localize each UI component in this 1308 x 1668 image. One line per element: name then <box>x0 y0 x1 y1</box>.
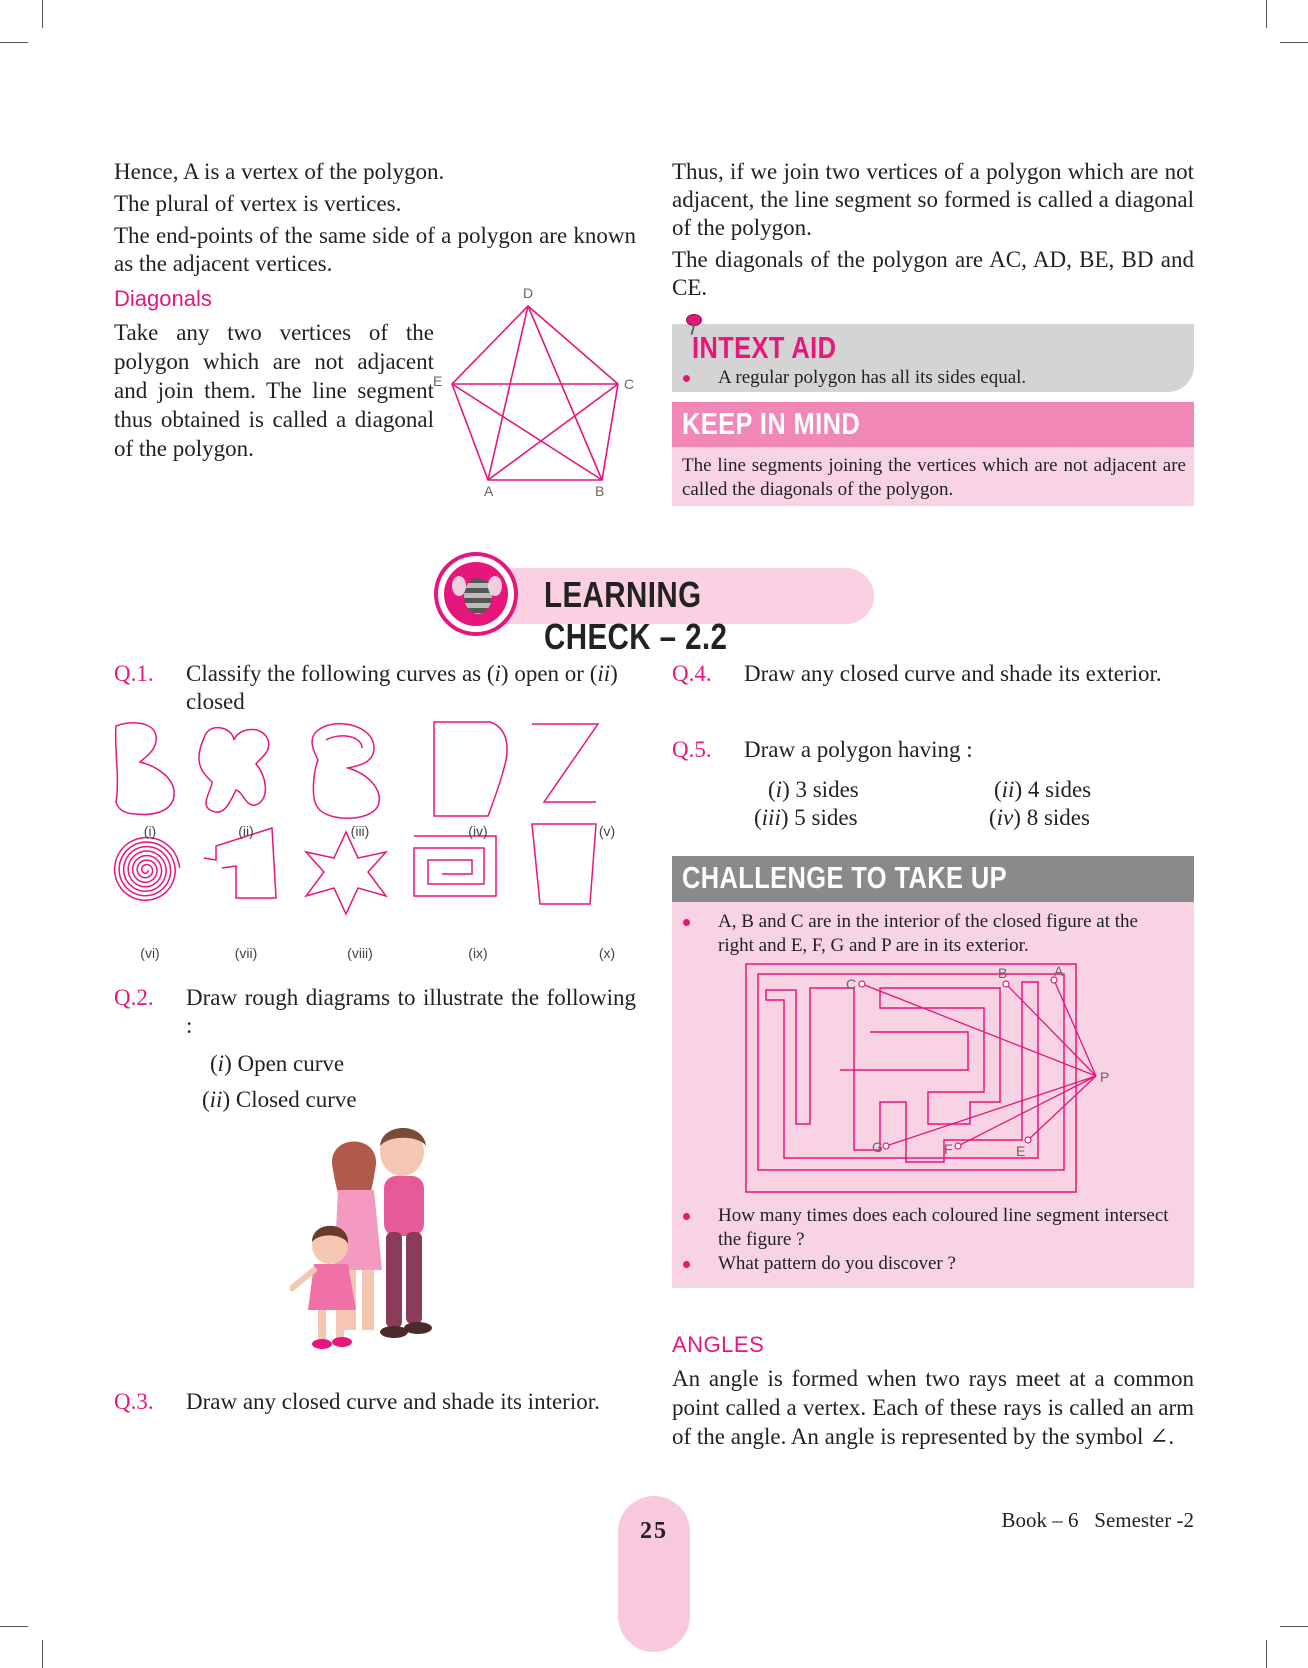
challenge-bullet-1: A, B and C are in the interior of the closed figure at the right and E, F, G and P are in its exterior. <box>672 910 1178 958</box>
point-label-f: F <box>944 1141 953 1157</box>
q2-item-2: (ii) Closed curve <box>202 1087 357 1112</box>
crop-mark <box>42 0 43 28</box>
footer-book: Book – 6 Semester -2 <box>1001 1508 1194 1532</box>
question-number: Q.5. <box>672 737 712 762</box>
challenge-box <box>672 856 1194 1288</box>
maze-figure <box>744 962 1124 1194</box>
diagonals-heading: Diagonals <box>114 286 212 311</box>
question-number: Q.2. <box>114 985 154 1010</box>
curve-label-viii: (viii) <box>347 945 373 961</box>
curve-label-v: (v) <box>598 823 616 839</box>
question-text: Draw any closed curve and shade its interior. <box>186 1389 600 1414</box>
crop-mark <box>0 42 28 43</box>
keep-in-mind-box <box>672 402 1194 506</box>
intro-line-1: Hence, A is a vertex of the polygon. <box>114 159 445 184</box>
question-text: Draw rough diagrams to illustrate the following : <box>186 985 636 1038</box>
curve-label-iv: (iv) <box>468 823 488 839</box>
intext-aid-title: INTEXT AID <box>692 330 837 365</box>
right-intro-line-1: Thus, if we join two vertices of a polygon which are not adjacent, the line segment so formed is called a diagonal of the polygon. <box>672 159 1194 240</box>
q5-item-3: (iii) 5 sides <box>754 805 858 830</box>
curve-label-vii: (vii) <box>234 945 258 961</box>
learning-check-title: LEARNING CHECK – 2.2 <box>544 574 728 657</box>
point-label-p: P <box>1100 1069 1110 1085</box>
intext-aid-bullet: A regular polygon has all its sides equal. <box>672 366 1198 390</box>
right-intro-column <box>672 158 1194 302</box>
challenge-bullet-3: What pattern do you discover ? <box>672 1252 1188 1276</box>
learning-check-emblem <box>434 552 518 636</box>
point-label-a: A <box>1054 963 1064 979</box>
keep-in-mind-text: The line segments joining the vertices which are not adjacent are called the diagonals of the polygon. <box>682 455 1186 500</box>
diagonals-text: Take any two vertices of the polygon which are not adjacent and join them. The line segment thus obtained is called a diagonal of the polygon. <box>114 320 434 461</box>
point-label-g: G <box>872 1139 883 1155</box>
right-intro-line-2: The diagonals of the polygon are AC, AD, BE, BD and CE. <box>672 247 1194 300</box>
q2-item-1: (i) Open curve <box>210 1051 345 1076</box>
crop-mark <box>1266 1640 1267 1668</box>
point-label-c: C <box>846 976 857 992</box>
angles-text: An angle is formed when two rays meet at a common point called a vertex. Each of these rays is called an arm of the angle. An angle is represented by the symbol ∠. <box>672 1366 1194 1449</box>
vertex-label-c: C <box>624 376 635 392</box>
curve-label-x: (x) <box>598 945 616 961</box>
page-number: 25 <box>640 1518 668 1544</box>
crop-mark <box>0 1626 28 1627</box>
curve-label-vi: (vi) <box>140 945 160 961</box>
curve-label-ii: (ii) <box>238 823 254 839</box>
curve-label-iii: (iii) <box>350 823 370 839</box>
q5-item-1: (i) 3 sides <box>768 777 859 802</box>
question-text: Draw a polygon having : <box>744 737 973 762</box>
q5-item-4: (iv) 8 sides <box>989 805 1090 830</box>
point-label-e: E <box>1016 1143 1026 1159</box>
q5-item-2: (ii) 4 sides <box>994 777 1092 802</box>
vertex-label-e: E <box>433 373 443 389</box>
intro-line-2: The plural of vertex is vertices. <box>114 191 402 216</box>
crop-mark <box>42 1640 43 1668</box>
vertex-label-d: D <box>523 285 534 301</box>
question-text: Draw any closed curve and shade its exterior. <box>744 661 1162 686</box>
question-number: Q.4. <box>672 661 712 686</box>
intro-line-3: The end-points of the same side of a polygon are known as the adjacent vertices. <box>114 223 636 276</box>
question-text: Classify the following curves as (i) open or (ii) closed <box>186 661 618 714</box>
challenge-bullet-2: How many times does each coloured line segment intersect the figure ? <box>672 1204 1188 1252</box>
learning-check-banner <box>434 552 874 657</box>
angles-heading: ANGLES <box>672 1332 765 1357</box>
intext-aid-box <box>672 324 1194 392</box>
keep-in-mind-header <box>672 402 1194 447</box>
curve-label-i: (i) <box>143 823 157 839</box>
point-label-b: B <box>998 965 1008 981</box>
vertex-label-b: B <box>595 483 605 499</box>
vertex-label-a: A <box>484 483 494 499</box>
family-illustration <box>290 1120 470 1360</box>
question-number: Q.1. <box>114 661 154 686</box>
crop-mark <box>1266 0 1267 28</box>
crop-mark <box>1280 1626 1308 1627</box>
keep-in-mind-title: KEEP IN MIND <box>682 406 861 441</box>
pentagon-diagram <box>430 282 650 502</box>
challenge-header <box>672 856 1194 902</box>
curve-label-ix: (ix) <box>468 945 488 961</box>
question-number: Q.3. <box>114 1389 154 1414</box>
challenge-title: CHALLENGE TO TAKE UP <box>682 860 1008 895</box>
crop-mark <box>1280 42 1308 43</box>
